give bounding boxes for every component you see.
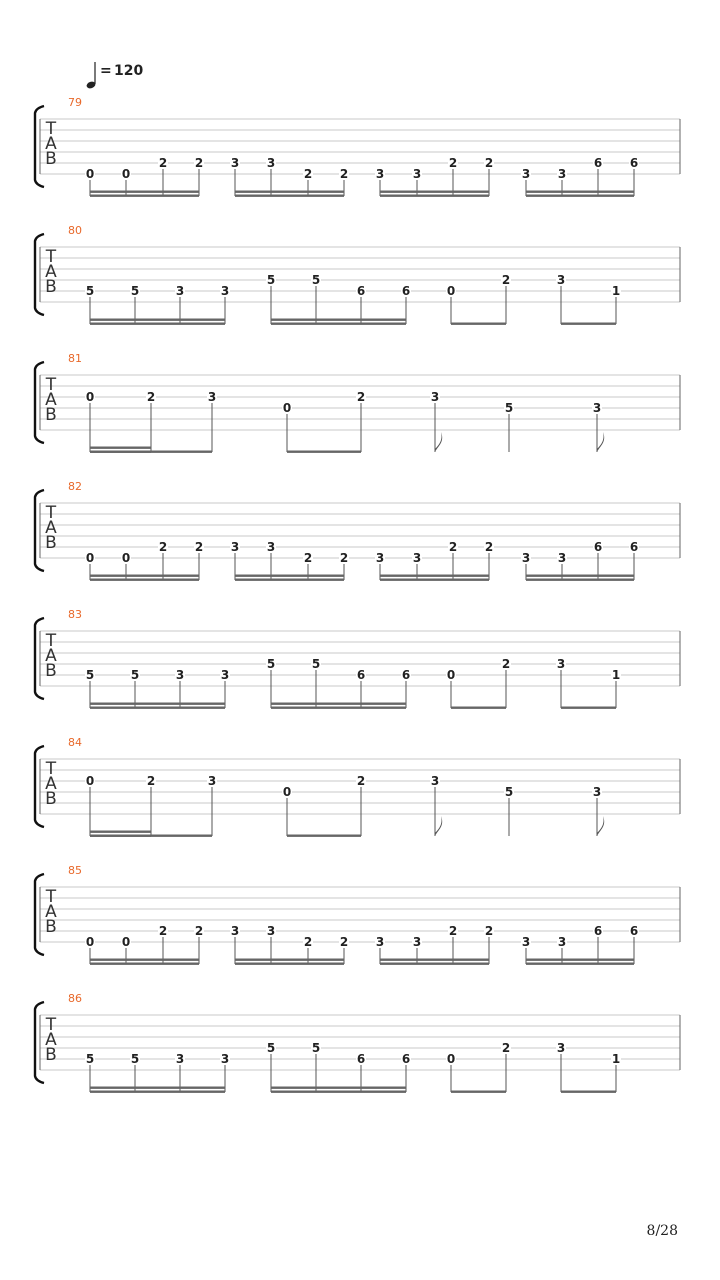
fret-number: 2 <box>339 935 349 949</box>
measure-number: 83 <box>68 608 82 621</box>
beam <box>287 835 361 837</box>
tab-system <box>35 864 680 965</box>
beam <box>90 831 151 833</box>
beam <box>90 1091 225 1093</box>
beam <box>526 195 634 197</box>
fret-number: 3 <box>266 156 276 170</box>
tab-letter: B <box>45 789 57 809</box>
fret-number: 3 <box>521 551 531 565</box>
fret-number: 3 <box>266 924 276 938</box>
measure-number: 86 <box>68 992 82 1005</box>
fret-number: 6 <box>356 1052 366 1066</box>
fret-number: 6 <box>593 540 603 554</box>
beam <box>561 1091 616 1093</box>
fret-number: 0 <box>446 284 456 298</box>
tab-letter: B <box>45 277 57 297</box>
tab-system <box>35 224 680 325</box>
beam <box>271 707 406 709</box>
fret-number: 0 <box>446 668 456 682</box>
beam <box>235 963 344 965</box>
fret-number: 2 <box>448 924 458 938</box>
fret-number: 5 <box>130 1052 140 1066</box>
fret-number: 6 <box>356 668 366 682</box>
tab-letter: B <box>45 1045 57 1065</box>
fret-number: 2 <box>303 551 313 565</box>
measure-number: 85 <box>68 864 82 877</box>
beam <box>90 835 151 837</box>
fret-number: 2 <box>146 774 156 788</box>
fret-number: 5 <box>266 1041 276 1055</box>
fret-number: 2 <box>194 540 204 554</box>
beam <box>380 959 489 961</box>
fret-number: 2 <box>158 156 168 170</box>
fret-number: 2 <box>356 774 366 788</box>
fret-number: 5 <box>311 657 321 671</box>
beam <box>287 451 361 453</box>
beam <box>271 323 406 325</box>
beam <box>90 323 225 325</box>
fret-number: 3 <box>412 935 422 949</box>
fret-number: 3 <box>556 273 566 287</box>
beam <box>271 1087 406 1089</box>
fret-number: 2 <box>303 167 313 181</box>
tab-letter: A <box>45 390 57 410</box>
fret-number: 3 <box>207 390 217 404</box>
beam <box>90 963 199 965</box>
fret-number: 5 <box>504 785 514 799</box>
fret-number: 3 <box>521 935 531 949</box>
beam <box>380 191 489 193</box>
fret-number: 2 <box>146 390 156 404</box>
fret-number: 2 <box>339 551 349 565</box>
fret-number: 2 <box>501 1041 511 1055</box>
fret-number: 2 <box>194 156 204 170</box>
fret-number: 6 <box>401 284 411 298</box>
fret-number: 5 <box>266 273 276 287</box>
beam <box>526 963 634 965</box>
fret-number: 3 <box>230 924 240 938</box>
tab-systems <box>35 96 680 1093</box>
tab-letter: T <box>45 887 57 907</box>
fret-number: 6 <box>401 1052 411 1066</box>
fret-number: 0 <box>121 167 131 181</box>
beam <box>90 1087 225 1089</box>
fret-number: 3 <box>175 1052 185 1066</box>
fret-number: 3 <box>230 156 240 170</box>
tab-letter: B <box>45 661 57 681</box>
fret-number: 2 <box>484 924 494 938</box>
beam <box>526 191 634 193</box>
fret-number: 5 <box>85 668 95 682</box>
beam <box>271 703 406 705</box>
fret-number: 0 <box>85 390 95 404</box>
eighth-flag-icon <box>435 432 442 452</box>
tab-letter: A <box>45 902 57 922</box>
fret-number: 6 <box>629 540 639 554</box>
fret-number: 5 <box>130 284 140 298</box>
fret-number: 0 <box>121 551 131 565</box>
tab-letter: A <box>45 1030 57 1050</box>
tab-letter: T <box>45 375 57 395</box>
fret-number: 3 <box>430 774 440 788</box>
beam <box>526 959 634 961</box>
fret-number: 6 <box>593 924 603 938</box>
tab-letter: A <box>45 262 57 282</box>
beam <box>380 575 489 577</box>
fret-number: 5 <box>266 657 276 671</box>
fret-number: 2 <box>158 540 168 554</box>
fret-number: 2 <box>501 657 511 671</box>
fret-number: 3 <box>266 540 276 554</box>
beam <box>380 579 489 581</box>
fret-number: 2 <box>356 390 366 404</box>
fret-number: 3 <box>557 935 567 949</box>
tempo-equals: = <box>100 63 112 79</box>
fret-number: 3 <box>175 668 185 682</box>
fret-number: 5 <box>311 273 321 287</box>
fret-number: 5 <box>504 401 514 415</box>
tab-system <box>35 992 680 1093</box>
fret-number: 6 <box>629 156 639 170</box>
fret-number: 2 <box>501 273 511 287</box>
fret-number: 0 <box>121 935 131 949</box>
fret-number: 3 <box>230 540 240 554</box>
beam <box>235 959 344 961</box>
measure-number: 80 <box>68 224 82 237</box>
beam <box>235 579 344 581</box>
fret-number: 0 <box>85 935 95 949</box>
fret-number: 3 <box>375 935 385 949</box>
fret-number: 3 <box>375 167 385 181</box>
fret-number: 2 <box>448 540 458 554</box>
beam <box>90 575 199 577</box>
tab-letter: B <box>45 917 57 937</box>
tab-letter: A <box>45 518 57 538</box>
fret-number: 3 <box>557 167 567 181</box>
beam <box>451 707 506 709</box>
tab-letter: T <box>45 631 57 651</box>
fret-number: 3 <box>430 390 440 404</box>
beam <box>90 195 199 197</box>
fret-number: 0 <box>282 785 292 799</box>
fret-number: 6 <box>593 156 603 170</box>
beam <box>526 575 634 577</box>
beam <box>526 579 634 581</box>
fret-number: 2 <box>303 935 313 949</box>
measure-number: 82 <box>68 480 82 493</box>
eighth-flag-icon <box>435 816 442 836</box>
beam <box>235 195 344 197</box>
fret-number: 1 <box>611 668 621 682</box>
tab-letter: B <box>45 405 57 425</box>
beam <box>451 1091 506 1093</box>
fret-number: 0 <box>282 401 292 415</box>
tempo-marking <box>86 62 144 90</box>
fret-number: 5 <box>85 284 95 298</box>
beam <box>271 319 406 321</box>
fret-number: 1 <box>611 1052 621 1066</box>
measure-number: 84 <box>68 736 82 749</box>
fret-number: 2 <box>158 924 168 938</box>
page-number: 8/28 <box>646 1223 678 1239</box>
fret-number: 1 <box>611 284 621 298</box>
fret-number: 2 <box>484 156 494 170</box>
tab-letter: B <box>45 533 57 553</box>
fret-number: 3 <box>220 1052 230 1066</box>
fret-number: 0 <box>85 167 95 181</box>
fret-number: 2 <box>448 156 458 170</box>
eighth-flag-icon <box>597 432 604 452</box>
fret-number: 3 <box>556 1041 566 1055</box>
fret-number: 3 <box>375 551 385 565</box>
fret-number: 5 <box>85 1052 95 1066</box>
beam <box>90 579 199 581</box>
fret-number: 5 <box>130 668 140 682</box>
tab-system <box>35 96 680 197</box>
fret-number: 5 <box>311 1041 321 1055</box>
eighth-flag-icon <box>597 816 604 836</box>
beam <box>451 323 506 325</box>
measure-number: 81 <box>68 352 82 365</box>
fret-number: 3 <box>592 401 602 415</box>
beam <box>235 191 344 193</box>
tab-letter: T <box>45 759 57 779</box>
tab-system <box>35 480 680 581</box>
beam <box>561 707 616 709</box>
beam <box>380 963 489 965</box>
tab-letter: T <box>45 503 57 523</box>
fret-number: 3 <box>175 284 185 298</box>
beam <box>90 319 225 321</box>
tab-system <box>35 608 680 709</box>
tab-letter: A <box>45 134 57 154</box>
fret-number: 6 <box>401 668 411 682</box>
fret-number: 3 <box>207 774 217 788</box>
measure-number: 79 <box>68 96 82 109</box>
fret-number: 0 <box>85 774 95 788</box>
fret-number: 3 <box>220 668 230 682</box>
fret-number: 3 <box>412 551 422 565</box>
tab-letter: T <box>45 247 57 267</box>
tab-letter: T <box>45 119 57 139</box>
fret-number: 6 <box>356 284 366 298</box>
fret-number: 2 <box>339 167 349 181</box>
fret-number: 3 <box>521 167 531 181</box>
beam <box>90 703 225 705</box>
tab-letter: A <box>45 646 57 666</box>
fret-number: 3 <box>220 284 230 298</box>
tab-system <box>35 352 680 453</box>
beam <box>380 195 489 197</box>
fret-number: 0 <box>85 551 95 565</box>
fret-number: 3 <box>556 657 566 671</box>
tempo-value: 120 <box>114 63 144 79</box>
fret-number: 6 <box>629 924 639 938</box>
beam <box>90 959 199 961</box>
beam <box>90 707 225 709</box>
fret-number: 3 <box>557 551 567 565</box>
tab-letter: A <box>45 774 57 794</box>
tab-letter: B <box>45 149 57 169</box>
fret-number: 2 <box>194 924 204 938</box>
fret-number: 2 <box>484 540 494 554</box>
beam <box>235 575 344 577</box>
fret-number: 3 <box>412 167 422 181</box>
beam <box>90 451 151 453</box>
beam <box>90 191 199 193</box>
fret-number: 3 <box>592 785 602 799</box>
beam <box>271 1091 406 1093</box>
beam <box>561 323 616 325</box>
fret-number: 0 <box>446 1052 456 1066</box>
tab-letter: T <box>45 1015 57 1035</box>
tab-system <box>35 736 680 837</box>
beam <box>90 447 151 449</box>
